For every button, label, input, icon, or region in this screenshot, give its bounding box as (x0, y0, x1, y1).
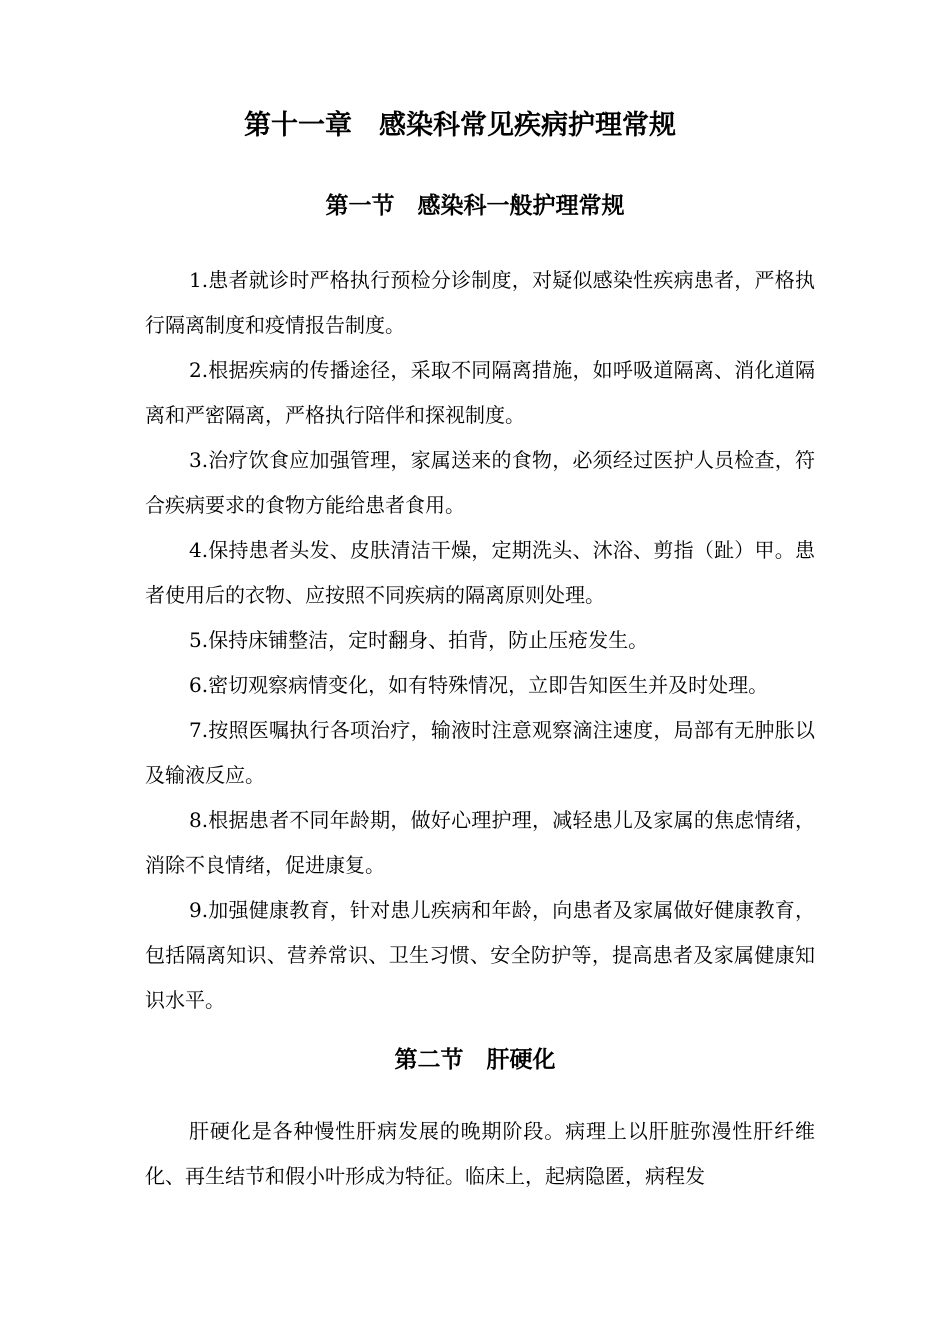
paragraph: 1.患者就诊时严格执行预检分诊制度，对疑似感染性疾病患者，严格执行隔离制度和疫情报告制度。 (145, 268, 815, 337)
paragraph: 7.按照医嘱执行各项治疗，输液时注意观察滴注速度，局部有无肿胀以及输液反应。 (145, 718, 815, 787)
paragraph: 8.根据患者不同年龄期，做好心理护理，减轻患儿及家属的焦虑情绪，消除不良情绪，促进康复。 (145, 808, 815, 877)
paragraph: 6.密切观察病情变化，如有特殊情况，立即告知医生并及时处理。 (189, 673, 769, 697)
section-title: 第一节 感染科一般护理常规 (325, 193, 625, 219)
paragraph: 3.治疗饮食应加强管理，家属送来的食物，必须经过医护人员检查，符合疾病要求的食物方能给患者食用。 (145, 448, 815, 517)
chapter-title: 第十一章 感染科常见疾病护理常规 (244, 110, 676, 141)
paragraph: 2.根据疾病的传播途径，采取不同隔离措施，如呼吸道隔离、消化道隔离和严密隔离，严格执行陪伴和探视制度。 (145, 358, 815, 427)
paragraph: 4.保持患者头发、皮肤清洁干燥，定期洗头、沐浴、剪指（趾）甲。患者使用后的衣物、应按照不同疾病的隔离原则处理。 (145, 538, 815, 607)
paragraph: 5.保持床铺整洁，定时翻身、拍背，防止压疮发生。 (189, 628, 649, 652)
paragraph: 9.加强健康教育，针对患儿疾病和年龄，向患者及家属做好健康教育，包括隔离知识、营养常识、卫生习惯、安全防护等，提高患者及家属健康知识水平。 (145, 898, 815, 1012)
section-body (145, 258, 815, 1023)
section-body (145, 1109, 815, 1199)
paragraph: 肝硬化是各种慢性肝病发展的晚期阶段。病理上以肝脏弥漫性肝纤维化、再生结节和假小叶形成为特征。临床上，起病隐匿，病程发 (145, 1119, 815, 1188)
section-title: 第二节 肝硬化 (394, 1047, 556, 1073)
